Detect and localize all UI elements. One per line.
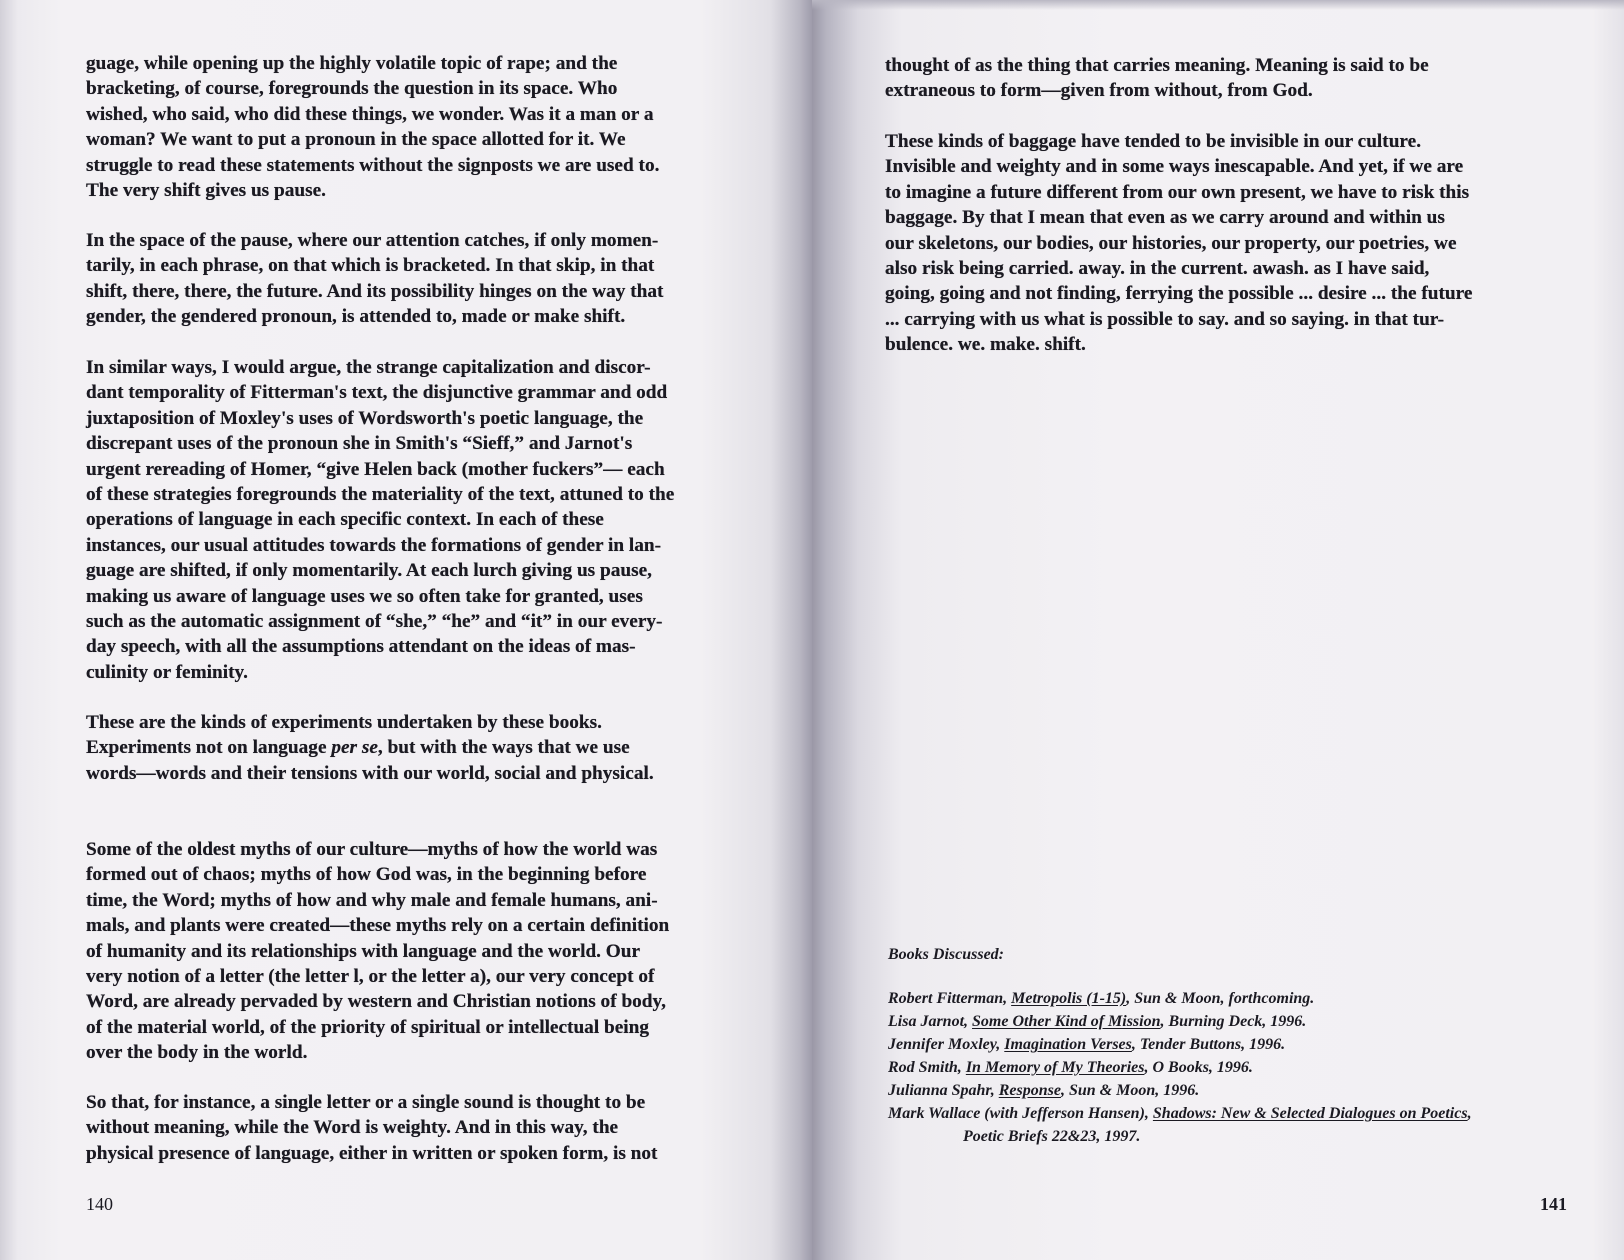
book-entry <box>888 987 1472 1010</box>
book-author: Mark Wallace (with Jefferson Hansen), <box>888 1105 1153 1122</box>
left-paragraph-4 <box>86 710 654 786</box>
book-title: Shadows: New & Selected Dialogues on Poetics <box>1152 1105 1468 1122</box>
text-line: Invisible and weighty and in some ways inescapable. And yet, if we are <box>885 156 1464 178</box>
book-entry <box>888 1102 1472 1125</box>
text-line: over the body in the world. <box>86 1042 308 1064</box>
left-paragraph-6 <box>86 1090 657 1166</box>
right-paragraph-2 <box>885 129 1472 358</box>
text-line: ... carrying with us what is possible to say. and so saying. in that tur- <box>885 308 1445 330</box>
book-publisher: Poetic Briefs 22&23, 1997. <box>963 1128 1141 1145</box>
text-line: guage, while opening up the highly volatile topic of rape; and the <box>86 53 618 74</box>
left-paragraph-1 <box>86 51 659 203</box>
text-line: without meaning, while the Word is weighty. And in this way, the <box>86 1117 619 1139</box>
book-publisher: , O Books, 1996. <box>1144 1059 1253 1076</box>
text-line: The very shift gives us pause. <box>86 180 326 202</box>
text-line: In similar ways, I would argue, the strange capitalization and discor- <box>86 357 651 378</box>
text-line: making us aware of language uses we so often take for granted, uses <box>86 585 643 607</box>
text-line: to imagine a future different from our own present, we have to risk this <box>885 181 1470 203</box>
text-line: So that, for instance, a single letter or a single sound is thought to be <box>86 1092 646 1113</box>
right-paragraph-1 <box>885 53 1429 104</box>
text-line: day speech, with all the assumptions attendant on the ideas of mas- <box>86 636 636 658</box>
text-line: of these strategies foregrounds the materiality of the text, attuned to the <box>86 484 675 506</box>
text-line: of the material world, of the priority of spiritual or intellectual being <box>86 1016 650 1038</box>
book-author: Lisa Jarnot, <box>888 1013 973 1030</box>
left-paragraph-5 <box>86 837 669 1066</box>
text-line: time, the Word; myths of how and why male and female humans, ani- <box>86 889 658 911</box>
book-entry-continuation <box>888 1125 1472 1148</box>
book-title: In Memory of My Theories <box>965 1059 1145 1076</box>
text-line: urgent rereading of Homer, “give Helen back (mother fuckers”— each <box>86 458 665 480</box>
text-line: dant temporality of Fitterman's text, the disjunctive grammar and odd <box>86 382 668 404</box>
book-entry <box>888 1033 1472 1056</box>
text-line: extraneous to form—given from without, from God. <box>885 80 1313 102</box>
book-title: Response <box>998 1082 1061 1099</box>
text-line: These kinds of baggage have tended to be invisible in our culture. <box>885 131 1422 152</box>
text-line: guage are shifted, if only momentarily. At each lurch giving us pause, <box>86 560 652 582</box>
book-publisher: , Sun & Moon, forthcoming. <box>1126 990 1315 1007</box>
left-paragraph-3 <box>86 355 674 685</box>
text-line: words—words and their tensions with our world, social and physical. <box>86 762 654 784</box>
book-author: Rod Smith, <box>888 1059 966 1076</box>
book-publisher: , Burning Deck, 1996. <box>1160 1013 1307 1030</box>
book-publisher: , Sun & Moon, 1996. <box>1060 1082 1200 1099</box>
right-page <box>812 0 1624 1260</box>
text-line: operations of language in each specific context. In each of these <box>86 509 604 531</box>
text-line: such as the automatic assignment of “she,” “he” and “it” in our every- <box>86 611 663 633</box>
text-line: bracketing, of course, foregrounds the question in its space. Who <box>86 78 618 100</box>
book-publisher: , <box>1467 1105 1472 1122</box>
page-number-left: 140 <box>86 1194 113 1214</box>
text-line: Experiments not on language per se, but with the ways that we use <box>86 737 630 759</box>
book-title: Imagination Verses <box>1004 1036 1132 1053</box>
page-number-right: 141 <box>1540 1194 1567 1214</box>
text-line: These are the kinds of experiments undertaken by these books. <box>86 712 602 733</box>
text-line: Word, are already pervaded by western and Christian notions of body, <box>86 991 666 1013</box>
text-line: juxtaposition of Moxley's uses of Wordsworth's poetic language, the <box>86 407 644 429</box>
text-line: instances, our usual attitudes towards the formations of gender in lan- <box>86 534 662 556</box>
books-heading: Books Discussed: <box>888 946 1005 963</box>
text-line: also risk being carried. away. in the current. awash. as I have said, <box>885 258 1430 280</box>
text-line: woman? We want to put a pronoun in the space allotted for it. We <box>86 129 626 151</box>
text-line: wished, who said, who did these things, we wonder. Was it a man or a <box>86 103 654 125</box>
book-entry <box>888 1079 1472 1102</box>
book-entry <box>888 1010 1472 1033</box>
book-author: Julianna Spahr, <box>888 1082 999 1099</box>
text-line: Some of the oldest myths of our culture—myths of how the world was <box>86 839 658 860</box>
text-line: culinity or feminity. <box>86 661 248 683</box>
text-line: In the space of the pause, where our attention catches, if only momen- <box>86 230 659 251</box>
books-list <box>888 987 1472 1148</box>
text-line: mals, and plants were created—these myths rely on a certain definition <box>86 915 670 937</box>
text-line: tarily, in each phrase, on that which is bracketed. In that skip, in that <box>86 255 655 277</box>
italic-phrase: per se <box>331 737 378 759</box>
text-line: going, going and not finding, ferrying the possible ... desire ... the future <box>885 283 1473 305</box>
text-line: baggage. By that I mean that even as we carry around and within us <box>885 207 1445 229</box>
text-line: very notion of a letter (the letter l, or the letter a), our very concept of <box>86 966 655 988</box>
text-line: discrepant uses of the pronoun she in Smith's “Sieff,” and Jarnot's <box>86 433 633 455</box>
text-line: bulence. we. make. shift. <box>885 334 1086 356</box>
book-title: Metropolis (1-15) <box>1011 990 1127 1007</box>
text-line: formed out of chaos; myths of how God was, in the beginning before <box>86 864 647 886</box>
page-edge-shadow <box>812 0 1624 10</box>
book-author: Jennifer Moxley, <box>888 1036 1005 1053</box>
text-line: thought of as the thing that carries meaning. Meaning is said to be <box>885 55 1429 76</box>
book-entry <box>888 1056 1472 1079</box>
book-publisher: , Tender Buttons, 1996. <box>1131 1036 1286 1053</box>
book-title: Some Other Kind of Mission <box>972 1013 1161 1030</box>
text-line: struggle to read these statements without the signposts we are used to. <box>86 154 660 176</box>
text-line: gender, the gendered pronoun, is attended to, made or make shift. <box>86 306 626 328</box>
text-line: shift, there, there, the future. And its possibility hinges on the way that <box>86 280 664 302</box>
left-paragraph-2 <box>86 228 663 330</box>
text-line: our skeletons, our bodies, our histories, our property, our poetries, we <box>885 232 1457 254</box>
text-line: physical presence of language, either in written or spoken form, is not <box>86 1142 658 1164</box>
book-author: Robert Fitterman, <box>888 990 1012 1007</box>
text-line: of humanity and its relationships with language and the world. Our <box>86 940 641 962</box>
